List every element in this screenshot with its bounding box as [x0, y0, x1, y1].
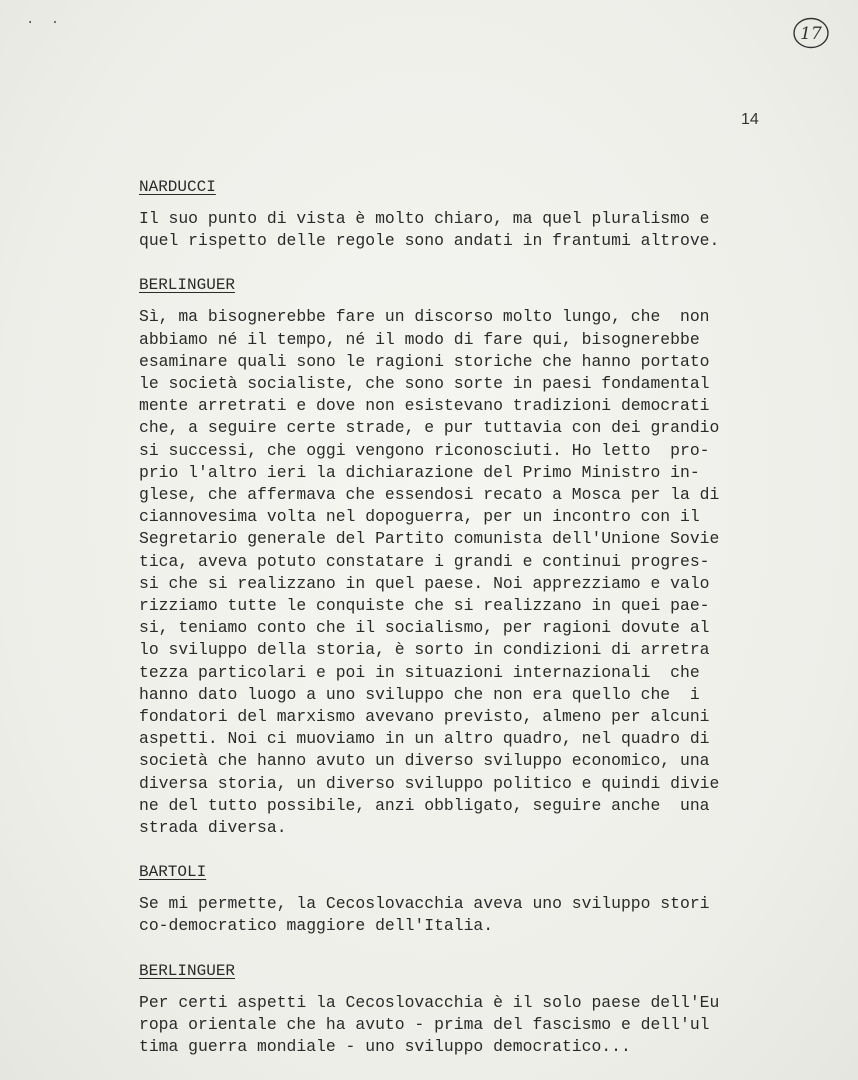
text-line: tica, aveva potuto constatare i grandi e continui progres- — [139, 551, 710, 571]
speech-paragraph — [139, 893, 779, 937]
text-line: glese, che affermava che essendosi recato a Mosca per la di — [139, 485, 720, 505]
folio-number: 17 — [800, 24, 822, 44]
speech-paragraph — [139, 992, 779, 1059]
text-line: ciannovesima volta nel dopoguerra, per un incontro con il — [139, 507, 700, 527]
corner-marks: · · — [26, 15, 64, 31]
speaker-label: BARTOLI — [139, 863, 207, 882]
text-line: strada diversa. — [139, 818, 287, 838]
text-line: tezza particolari e poi in situazioni internazionali che — [139, 662, 700, 682]
text-line: rizziamo tutte le conquiste che si realizzano in quei pae- — [139, 596, 710, 616]
text-line: esaminare quali sono le ragioni storiche che hanno portato — [139, 351, 710, 371]
folio-mark — [792, 16, 830, 50]
text-line: diversa storia, un diverso sviluppo politico e quindi divie — [139, 773, 720, 793]
text-line: hanno dato luogo a uno sviluppo che non era quello che i — [139, 684, 700, 704]
text-line: Il suo punto di vista è molto chiaro, ma quel pluralismo e — [139, 209, 710, 228]
speaker-label: BERLINGUER — [139, 276, 236, 295]
text-line: prio l'altro ieri la dichiarazione del Primo Ministro in- — [139, 462, 700, 482]
text-line: si, teniamo conto che il socialismo, per ragioni dovute al — [139, 618, 710, 638]
text-line: quel rispetto delle regole sono andati in frantumi altrove. — [139, 231, 720, 251]
text-line: società che hanno avuto un diverso sviluppo economico, una — [139, 751, 710, 771]
text-line: co-democratico maggiore dell'Italia. — [139, 916, 494, 936]
speech-paragraph — [139, 208, 779, 252]
text-line: Se mi permette, la Cecoslovacchia aveva uno sviluppo stori — [139, 894, 710, 914]
text-line: aspetti. Noi ci muoviamo in un altro quadro, nel quadro di — [139, 729, 710, 749]
speech-paragraph — [139, 306, 779, 839]
text-line: mente arretrati e dove non esistevano tradizioni democrati — [139, 396, 710, 416]
speaker-label: BERLINGUER — [139, 961, 236, 980]
text-line: lo sviluppo della storia, è sorto in condizioni di arretra — [139, 640, 710, 660]
text-line: le società socialiste, che sono sorte in paesi fondamental — [139, 374, 710, 394]
circled-folio-icon — [792, 16, 830, 50]
text-line: fondatori del marxismo avevano previsto, almeno per alcuni — [139, 707, 710, 727]
speaker-label: NARDUCCI — [139, 178, 216, 196]
text-line: tima guerra mondiale - uno sviluppo democratico... — [139, 1037, 631, 1057]
text-line: si che si realizzano in quel paese. Noi apprezziamo e valo — [139, 573, 710, 593]
text-line: si successi, che oggi vengono riconosciuti. Ho letto pro- — [139, 440, 710, 460]
transcript-body — [139, 176, 779, 1058]
text-line: abbiamo né il tempo, né il modo di fare qui, bisognerebbe — [139, 329, 700, 349]
text-line: Segretario generale del Partito comunista dell'Unione Sovie — [139, 529, 720, 549]
page-number: 14 — [741, 111, 759, 128]
text-line: ne del tutto possibile, anzi obbligato, seguire anche una — [139, 795, 710, 815]
text-line: Per certi aspetti la Cecoslovacchia è il solo paese dell'Eu — [139, 992, 720, 1012]
text-line: che, a seguire certe strade, e pur tuttavia con dei grandio — [139, 418, 720, 438]
text-line: Sì, ma bisognerebbe fare un discorso molto lungo, che non — [139, 307, 710, 327]
text-line: ropa orientale che ha avuto - prima del fascismo e dell'ul — [139, 1014, 710, 1034]
